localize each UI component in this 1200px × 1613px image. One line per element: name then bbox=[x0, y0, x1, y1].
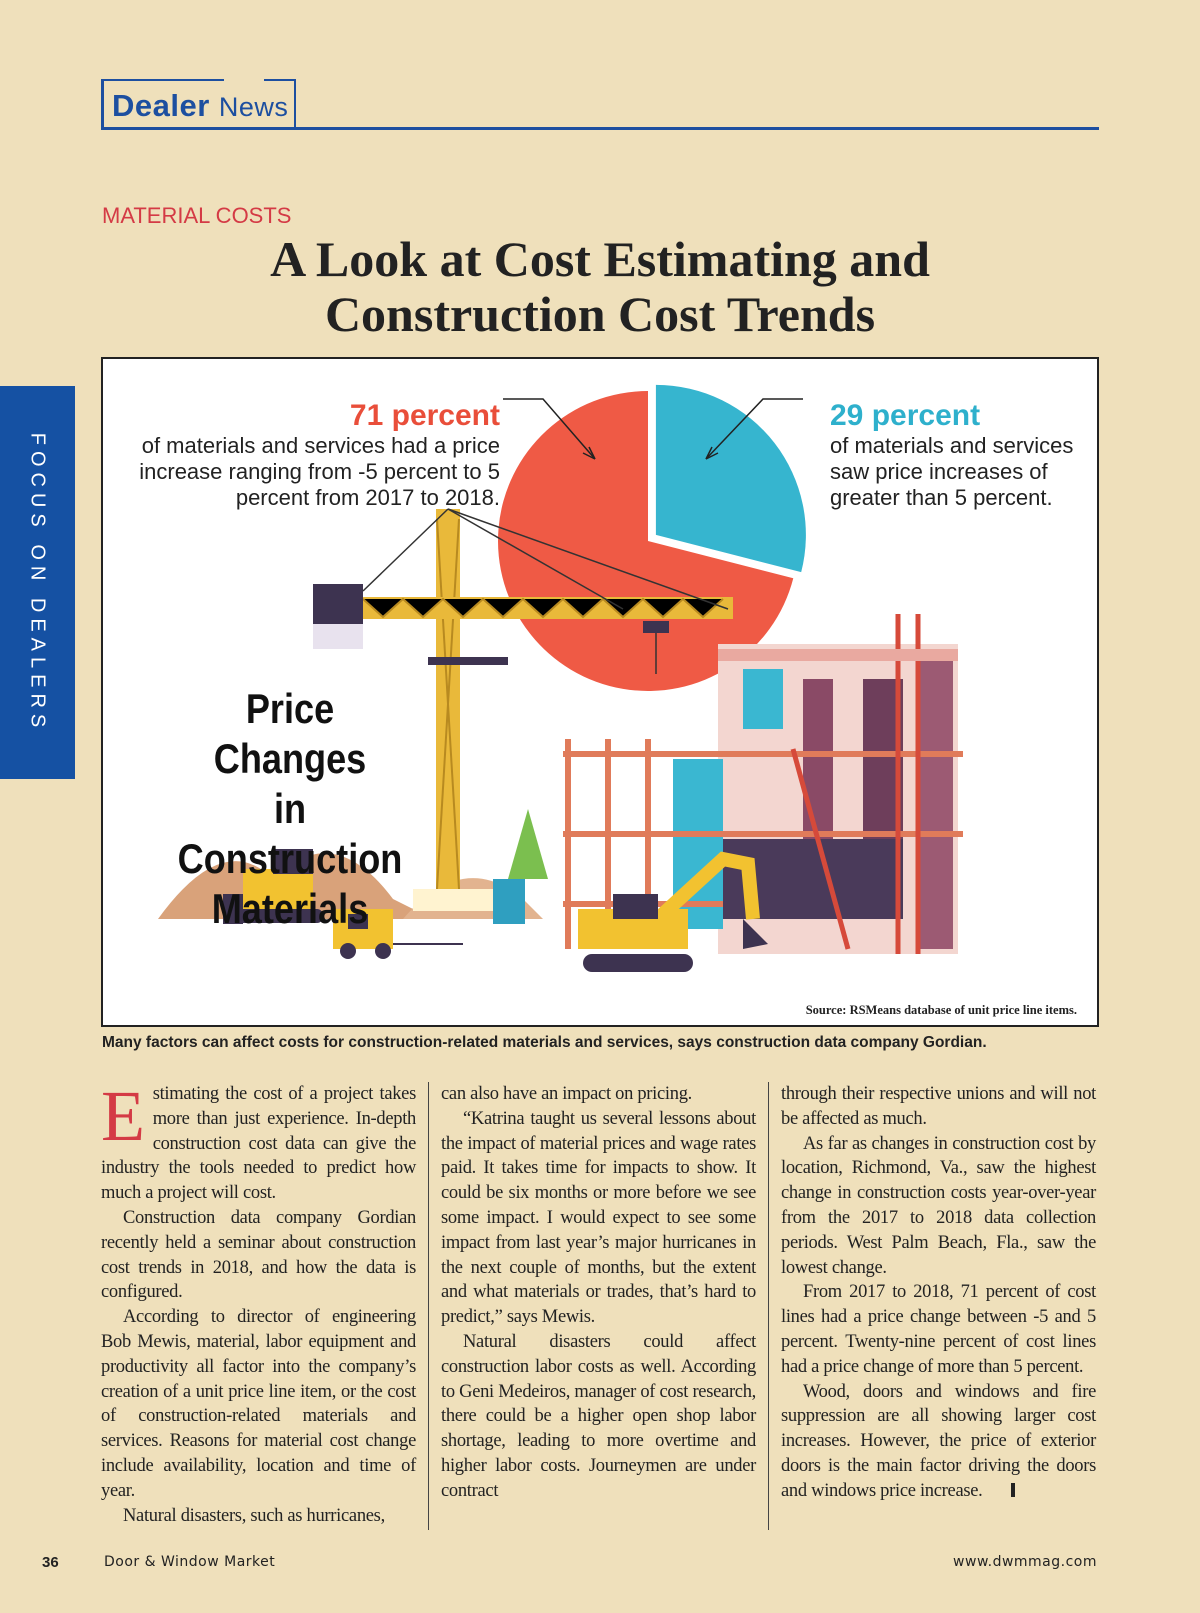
label-71-percent: 71 percent of materials and services had a price increase ranging from -5 percent to 5 percent from 2017 to 2018. bbox=[139, 399, 500, 510]
portable-toilet-icon bbox=[493, 879, 525, 924]
drop-cap: E bbox=[101, 1076, 145, 1156]
tree-icon bbox=[508, 809, 548, 879]
column-divider bbox=[428, 1082, 429, 1530]
headline: A Look at Cost Estimating and Construction Cost Trends bbox=[270, 231, 930, 342]
body-column-2: can also have an impact on pricing. “Katrina taught us several lessons about the impact of material prices and wage rates paid. It takes time for impacts to show. It could be six months or more before we see some impact. I would expect to see some impact from last year’s major hurricanes in the next couple of months, but the extent and what materials or trades, that’s hard to predict,” says Mewis. Natural disasters could affect construction labor costs as well. According to Geni Medeiros, manager of cost research, there could be a higher open shop labor shortage, leading to more overtime and higher labor costs. Journeymen are under contract bbox=[441, 1084, 756, 1501]
page-number: 36 bbox=[42, 1554, 59, 1571]
body-column-3: through their respective unions and will not be affected as much. As far as changes in construction cost by location, Richmond, Va., saw the highest change in construction costs year-over-year from the 2017 to 2018 data collection periods. West Palm Beach, Fla., saw the lowest change. From 2017 to 2018, 71 percent of cost lines had a price change between -5 and 5 percent. Twenty-nine percent of cost lines had a price change of more than 5 percent. Wood, doors and windows and fire suppression are all showing larger cost increases. However, the price of exterior doors is the main factor driving the doors and windows price increase. bbox=[781, 1084, 1096, 1501]
publication-name: Door & Window Market bbox=[104, 1554, 276, 1570]
end-mark-icon bbox=[1011, 1483, 1015, 1497]
pie-slice-29 bbox=[656, 385, 806, 572]
infographic-title: Price Changes in Construction Materials bbox=[177, 685, 403, 932]
figure-caption: Many factors can affect costs for construction-related materials and services, says construction data company Gordian. bbox=[102, 1034, 987, 1051]
column-divider bbox=[768, 1082, 769, 1530]
source-note: Source: RSMeans database of unit price line items. bbox=[805, 1003, 1077, 1017]
header-rule bbox=[101, 127, 1099, 130]
side-tab bbox=[0, 386, 75, 779]
label-29-percent: 29 percent of materials and services saw price increases of greater than 5 percent. bbox=[830, 399, 1074, 510]
publication-url: www.dwmmag.com bbox=[953, 1554, 1097, 1570]
infographic bbox=[101, 357, 1099, 1027]
body-column-1: Estimating the cost of a project takes more than just experience. In-depth construction cost data can give the industry the tools needed to predict how much a project will cost. Construction data company Gordian recently held a seminar about construction cost trends in 2018, and how the data is configured. According to director of engineering Bob Mewis, material, labor equipment and productivity all factor into the company’s creation of a unit price line item, or the cost of construction-related materials and services. Reasons for material cost change include availability, location and time of year. Natural disasters, such as hurricanes, bbox=[101, 1076, 416, 1526]
side-tab-label: FOCUS ON DEALERS bbox=[26, 432, 49, 734]
section-header: Dealer News bbox=[112, 88, 289, 123]
kicker: MATERIAL COSTS bbox=[102, 203, 292, 228]
